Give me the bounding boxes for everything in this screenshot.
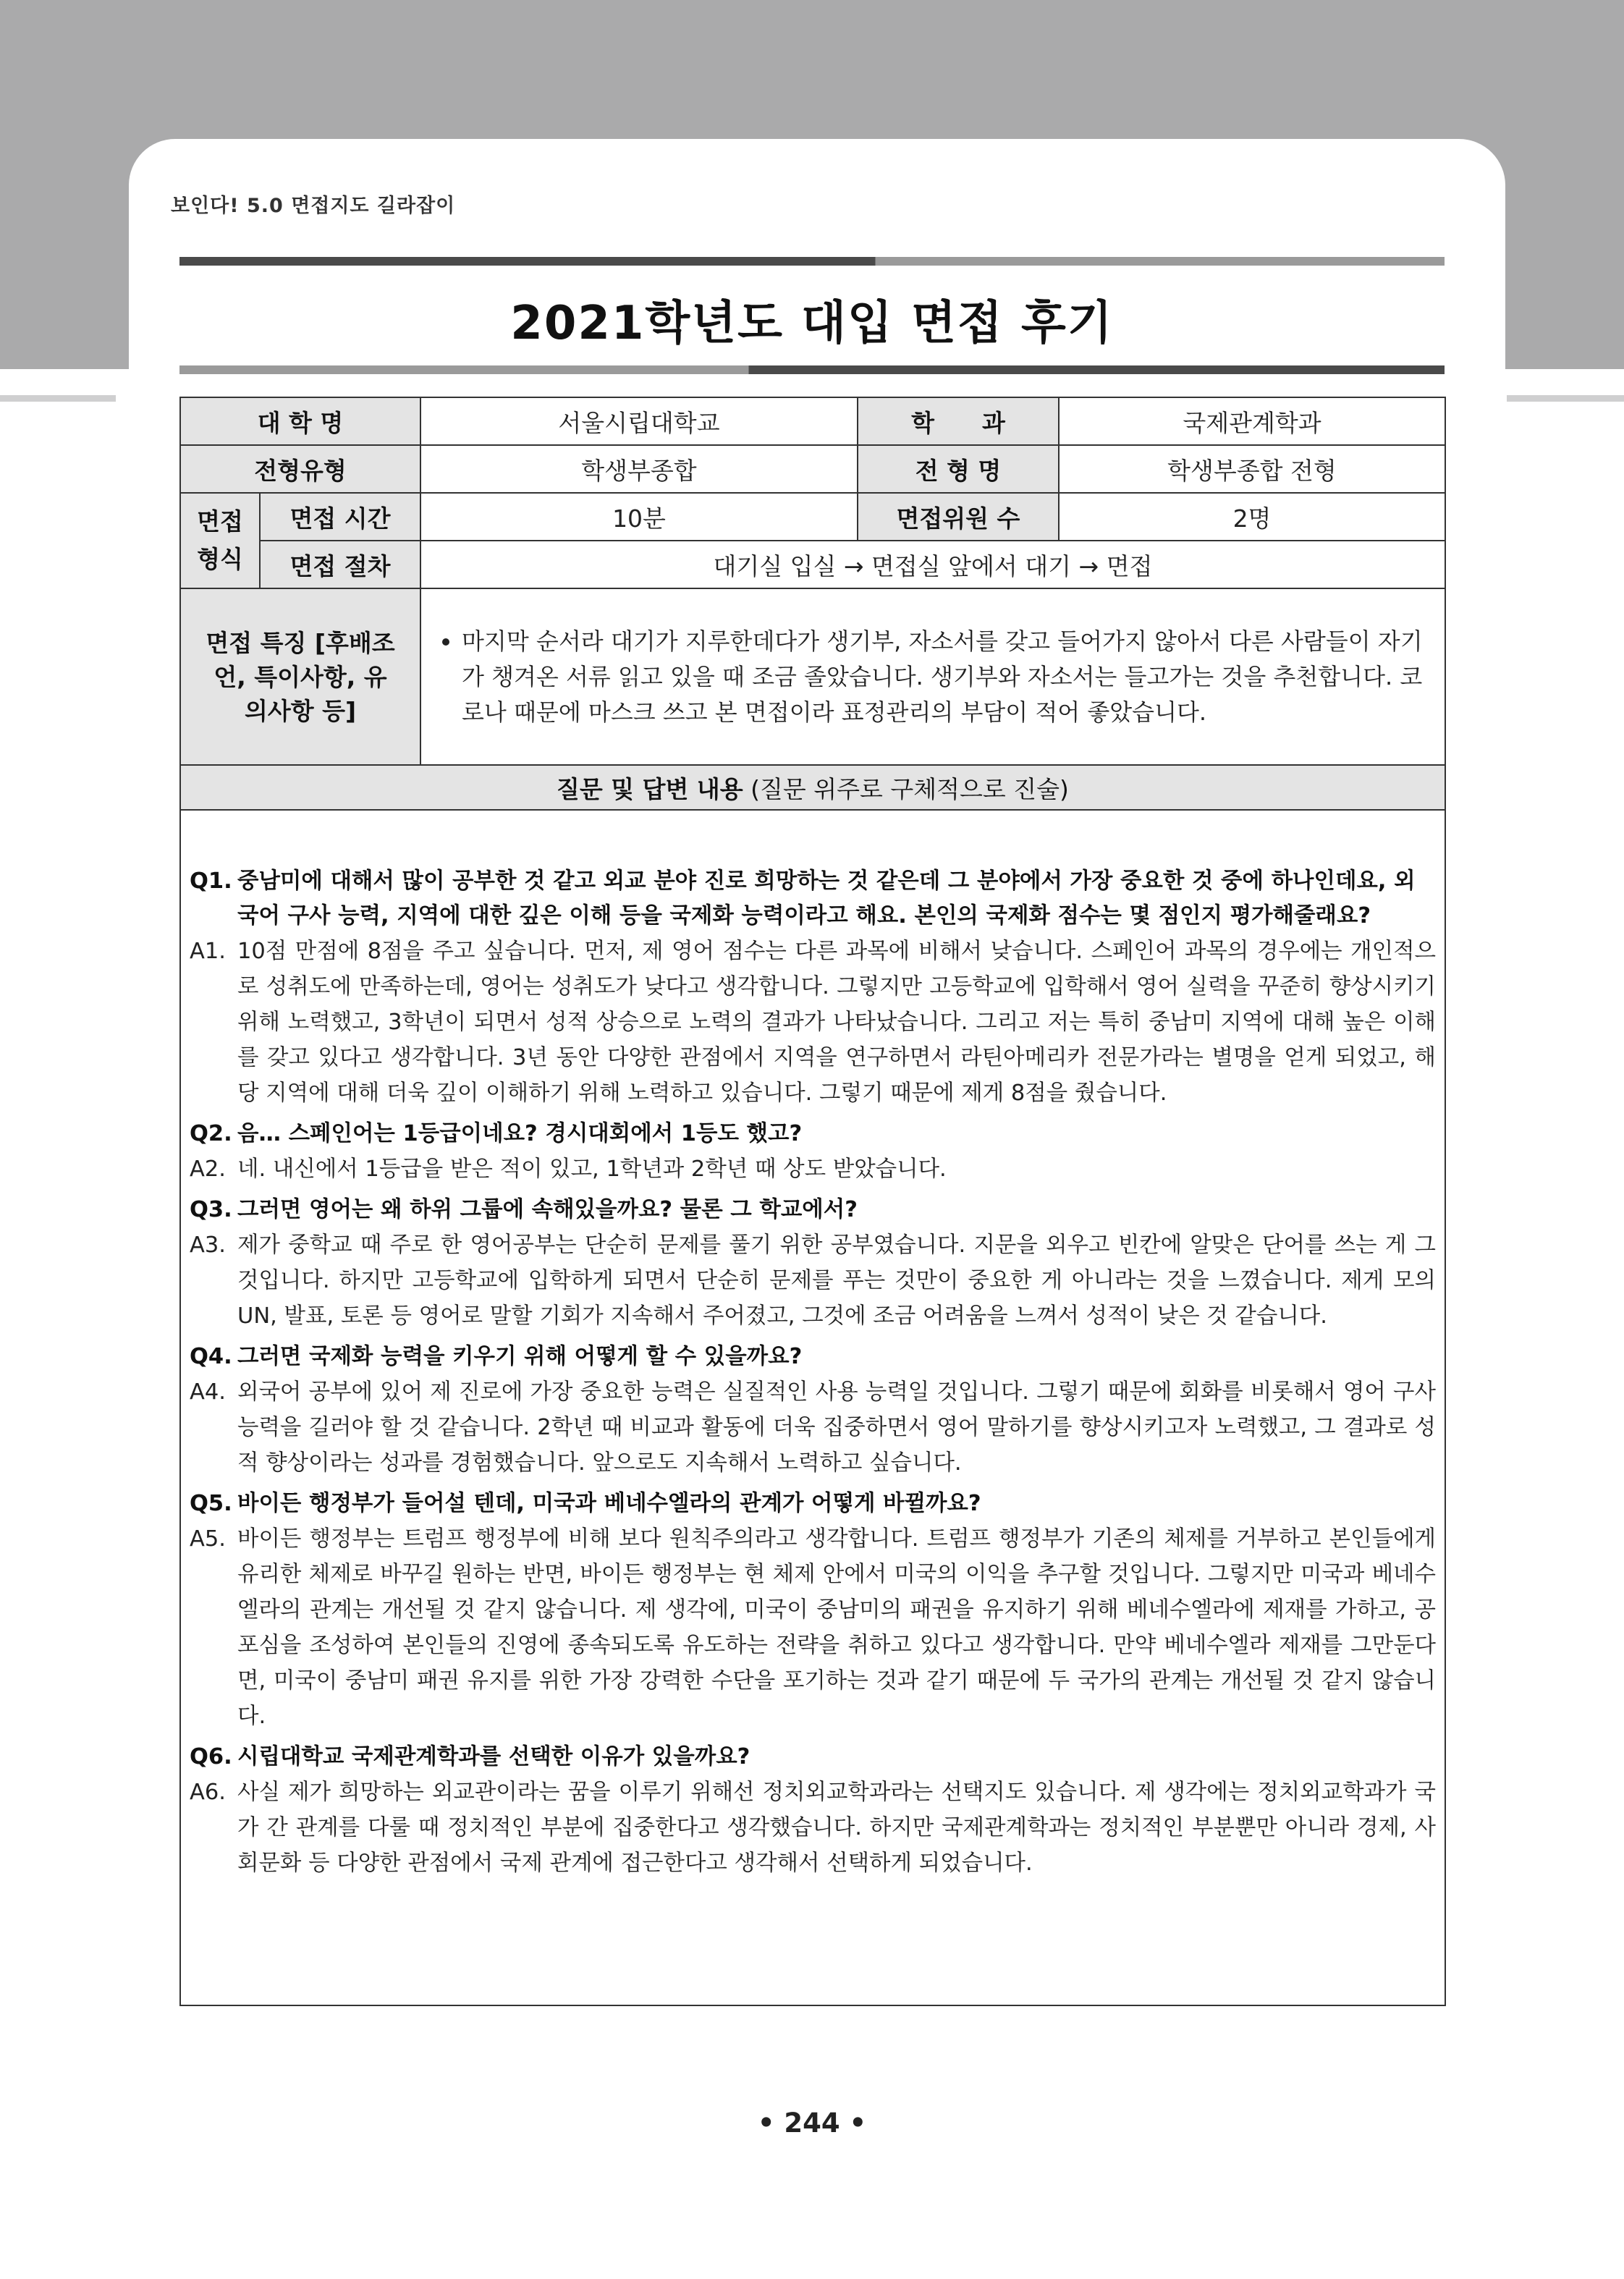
features-text: • 마지막 순서라 대기가 지루한데다가 생기부, 자소서를 갖고 들어가지 않아서 다른 사람들이 자기가 챙겨온 서류 읽고 있을 때 조금 졸았습니다. 생기부와 자소서는 들고가는 것을 추천합니다. 코로나 때문에 마스크 쓰고 본 면접이라 표정관리의 부담이 적어 좋았습니다. (462, 624, 1431, 730)
title-rule-bottom (179, 365, 1445, 374)
question: Q1. 중남미에 대해서 많이 공부한 것 같고 외교 분야 진로 희망하는 것 같은데 그 분야에서 가장 중요한 것 중에 하나인데요, 외국어 구사 능력, 지역에 대한 깊은 이해 등을 국제화 능력이라고 해요. 본인의 국제화 점수는 몇 점인지 평가해줄래요? (190, 868, 1416, 929)
answer: A3. 제가 중학교 때 주로 한 영어공부는 단순히 문제를 풀기 위한 공부였습니다. 지문을 외우고 빈칸에 알맞은 단어를 쓰는 게 그것입니다. 하지만 고등학교에 입학하게 되면서 단순히 문제를 푸는 것만이 중요한 게 아니라는 것을 느꼈습니다. 제게 모의 UN, 발표, 토론 등 영어로 말할 기회가 지속해서 주어졌고, 그것에 조금 어려움을 느껴서 성적이 낮은 것 같습니다. (190, 1232, 1436, 1329)
qa-item (190, 1487, 1436, 1734)
left-stripe (0, 395, 116, 402)
running-header: 보인다! 5.0 면접지도 길라잡이 (171, 195, 456, 217)
admission-type-label: 전형유형 (180, 445, 420, 493)
page-title: 2021학년도 대입 면접 후기 (510, 297, 1114, 350)
question: Q5. 바이든 행정부가 들어설 텐데, 미국과 베네수엘라의 관계가 어떻게 바뀔까요? (190, 1491, 981, 1516)
track-value: 학생부종합 전형 (1059, 445, 1445, 493)
time-label: 면접 시간 (260, 493, 420, 541)
university-value: 서울시립대학교 (420, 397, 858, 445)
qa-section-note: (질문 위주로 구체적으로 진술) (750, 774, 1069, 803)
qa-section-title: 질문 및 답변 내용 (557, 774, 743, 803)
right-stripe (1507, 395, 1624, 402)
answer: A4. 외국어 공부에 있어 제 진로에 가장 중요한 능력은 실질적인 사용 능력일 것입니다. 그렇기 때문에 회화를 비롯해서 영어 구사 능력을 길러야 할 것 같습니다. 2학년 때 비교과 활동에 더욱 집중하면서 영어 말하기를 향상시키고자 노력했고, 그 결과로 성적 향상이라는 성과를 경험했습니다. 앞으로도 지속해서 노력하고 싶습니다. (190, 1379, 1436, 1476)
time-value: 10분 (420, 493, 858, 541)
qa-item (190, 1740, 1436, 1881)
qa-item (190, 1193, 1436, 1334)
qa-item (190, 1117, 1436, 1187)
features-label: 면접 특징 [후배조언, 특이사항, 유의사항 등] (180, 588, 420, 765)
question: Q2. 음… 스페인어는 1등급이네요? 경시대회에서 1등도 했고? (190, 1121, 803, 1146)
page-number: • 244 • (757, 2107, 867, 2139)
interviewers-label: 면접위원 수 (858, 493, 1059, 541)
format-label: 면접 형식 (180, 493, 260, 588)
interviewers-value: 2명 (1059, 493, 1445, 541)
title-rule-top (179, 257, 1445, 266)
admission-type-value: 학생부종합 (420, 445, 858, 493)
dept-value: 국제관계학과 (1059, 397, 1445, 445)
answer: A6. 사실 제가 희망하는 외교관이라는 꿈을 이루기 위해선 정치외교학과라는 선택지도 있습니다. 제 생각에는 정치외교학과가 국가 간 관계를 다룰 때 정치적인 부분에 집중한다고 생각했습니다. 하지만 국제관계학과는 정치적인 부분뿐만 아니라 경제, 사회문화 등 다양한 관점에서 국제 관계에 접근한다고 생각해서 선택하게 되었습니다. (190, 1780, 1436, 1876)
procedure-label: 면접 절차 (260, 541, 420, 588)
answer: A1. 10점 만점에 8점을 주고 싶습니다. 먼저, 제 영어 점수는 다른 과목에 비해서 낮습니다. 스페인어 과목의 경우에는 개인적으로 성취도에 만족하는데, 영어는 성취도가 낮다고 생각합니다. 그렇지만 고등학교에 입학해서 영어 실력을 꾸준히 향상시키기 위해 노력했고, 3학년이 되면서 성적 상승으로 노력의 결과가 나타났습니다. 그리고 저는 특히 중남미 지역에 대해 높은 이해를 갖고 있다고 생각합니다. 3년 동안 다양한 관점에서 지역을 연구하면서 라틴아메리카 전문가라는 별명을 얻게 되었고, 해당 지역에 대해 더욱 깊이 이해하기 위해 노력하고 있습니다. 그렇기 때문에 제게 8점을 줬습니다. (190, 939, 1436, 1106)
qa-section-header (180, 765, 1445, 810)
qa-item (190, 864, 1436, 1111)
answer: A5. 바이든 행정부는 트럼프 행정부에 비해 보다 원칙주의라고 생각합니다. 트럼프 행정부가 기존의 체제를 거부하고 본인들에게 유리한 체제로 바꾸길 원하는 반면, 바이든 행정부는 현 체제 안에서 미국의 이익을 추구할 것입니다. 그렇지만 미국과 베네수엘라의 관계는 개선될 것 같지 않습니다. 제 생각에, 미국이 중남미의 패권을 유지하기 위해 베네수엘라에 제재를 가하고, 공포심을 조성하여 본인들의 진영에 종속되도록 유도하는 전략을 취하고 있다고 생각합니다. 만약 베네수엘라 제재를 그만둔다면, 미국이 중남미 패권 유지를 위한 가장 강력한 수단을 포기하는 것과 같기 때문에 두 국가의 관계는 개선될 것 같지 않습니다. (190, 1526, 1436, 1729)
question: Q4. 그러면 국제화 능력을 키우기 위해 어떻게 할 수 있을까요? (190, 1344, 803, 1369)
procedure-value: 대기실 입실 → 면접실 앞에서 대기 → 면접 (420, 541, 1445, 588)
qa-item (190, 1340, 1436, 1481)
dept-label: 학 과 (858, 397, 1059, 445)
university-label: 대 학 명 (180, 397, 420, 445)
track-label: 전 형 명 (858, 445, 1059, 493)
features-body (420, 588, 1445, 765)
question: Q3. 그러면 영어는 왜 하위 그룹에 속해있을까요? 물론 그 학교에서? (190, 1197, 858, 1222)
answer: A2. 네. 내신에서 1등급을 받은 적이 있고, 1학년과 2학년 때 상도 받았습니다. (190, 1157, 947, 1182)
question: Q6. 시립대학교 국제관계학과를 선택한 이유가 있을까요? (190, 1744, 750, 1769)
qa-list (190, 861, 1436, 1887)
